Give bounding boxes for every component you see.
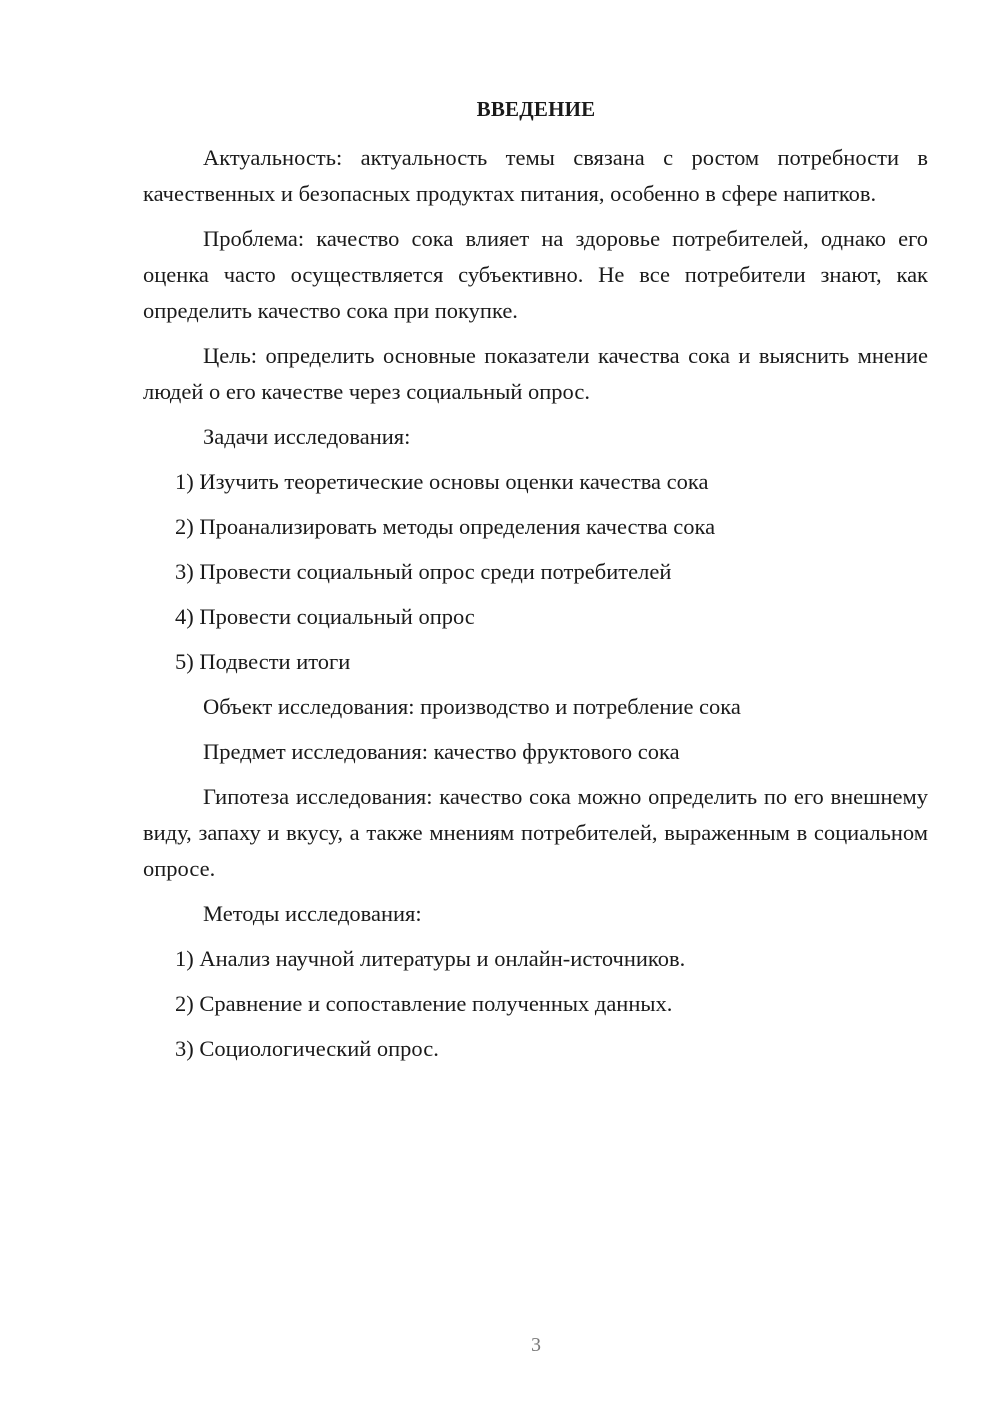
object-line: Объект исследования: производство и потребление сока	[203, 694, 741, 719]
task-item: 2) Проанализировать методы определения качества сока	[175, 514, 716, 539]
document-body	[143, 140, 928, 1076]
task-item: 1) Изучить теоретические основы оценки качества сока	[175, 469, 709, 494]
task-item: 3) Провести социальный опрос среди потребителей	[175, 559, 672, 584]
goal-paragraph: Цель: определить основные показатели качества сока и выяснить мнение людей о его качестве через социальный опрос.	[143, 343, 928, 404]
method-item: 3) Социологический опрос.	[175, 1036, 439, 1061]
tasks-heading: Задачи исследования:	[203, 424, 411, 449]
task-item: 5) Подвести итоги	[175, 649, 351, 674]
problem-paragraph: Проблема: качество сока влияет на здоровье потребителей, однако его оценка часто осуществляется субъективно. Не все потребители знают, как определить качество сока при покупке.	[143, 226, 928, 323]
page-title: ВВЕДЕНИЕ	[476, 97, 596, 121]
method-item: 1) Анализ научной литературы и онлайн-источников.	[175, 946, 686, 971]
relevance-paragraph: Актуальность: актуальность темы связана с ростом потребности в качественных и безопасных продуктах питания, особенно в сфере напитков.	[143, 145, 928, 206]
subject-line: Предмет исследования: качество фруктового сока	[203, 739, 680, 764]
page-number: 3	[531, 1334, 541, 1356]
methods-heading: Методы исследования:	[203, 901, 422, 926]
hypothesis-paragraph: Гипотеза исследования: качество сока можно определить по его внешнему виду, запаху и вкусу, а также мнениям потребителей, выраженным в социальном опросе.	[143, 784, 928, 881]
method-item: 2) Сравнение и сопоставление полученных данных.	[175, 991, 673, 1016]
task-item: 4) Провести социальный опрос	[175, 604, 475, 629]
